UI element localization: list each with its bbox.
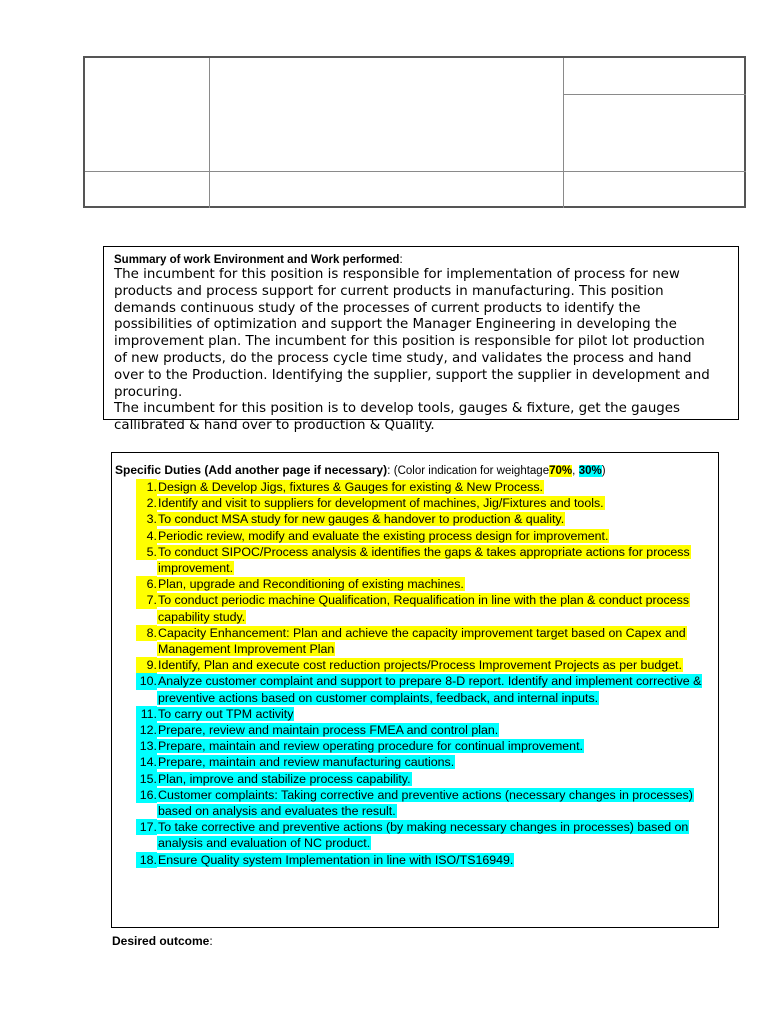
summary-title-text: Summary of work Environment and Work performed — [114, 254, 400, 266]
duty-text — [157, 754, 712, 770]
duty-item — [112, 771, 712, 787]
duty-text-highlight: To conduct MSA study for new gauges & handover to production & quality. — [158, 512, 565, 527]
summary-paragraph: The incumbent for this position is to develop tools, gauges & fixture, get the gauges callibrated & hand over to production & Quality. — [114, 401, 681, 434]
duty-text-highlight: Periodic review, modify and evaluate the existing process design for improvement. — [158, 528, 609, 543]
duty-text — [157, 544, 712, 576]
duty-number: 3. — [136, 511, 157, 527]
duty-text-highlight: To carry out TPM activity — [158, 706, 294, 721]
duty-number: 1. — [136, 479, 157, 495]
duty-number: 7. — [136, 592, 157, 608]
duty-item — [112, 511, 712, 527]
duty-text — [157, 592, 712, 624]
duty-text — [157, 528, 712, 544]
outcome-title: Desired outcome — [112, 934, 210, 948]
duty-number: 4. — [136, 528, 157, 544]
duties-list — [112, 479, 712, 868]
duty-text-highlight: Customer complaints: Taking corrective and preventive actions (necessary changes in processes) based on analysis and evaluates the result. — [158, 787, 693, 819]
duty-number: 17. — [136, 819, 157, 835]
summary-paragraph: The incumbent for this position is responsible for implementation of process for new products and process support for current products in manufacturing. This position demands continuous study of the processes of current products to identify the possibilities of optimization and support the Manager Engineering in developing the improvement plan. The incumbent for this position is responsible for pilot lot production of new products, do the process cycle time study, and validates the process and hand over to the Production. Identifying the supplier, support the supplier in development and procuring. — [114, 267, 710, 400]
duty-number: 18. — [136, 852, 157, 868]
table-divider — [563, 94, 746, 95]
duty-number: 8. — [136, 625, 157, 641]
table-divider — [563, 58, 564, 208]
duty-item — [112, 754, 712, 770]
duties-title-colon: : — [387, 463, 391, 477]
duty-text-highlight: Ensure Quality system Implementation in line with ISO/TS16949. — [158, 852, 514, 867]
duty-text-highlight: To conduct periodic machine Qualification, Requalification in line with the plan & conduct process capability study. — [158, 593, 690, 624]
duty-number: 10. — [136, 673, 157, 689]
summary-title-colon: : — [399, 254, 403, 266]
duty-text — [157, 657, 712, 673]
duty-item — [112, 852, 712, 868]
duty-number: 13. — [136, 738, 157, 754]
duty-number: 14. — [136, 754, 157, 770]
duty-item — [112, 528, 712, 544]
duty-number: 16. — [136, 787, 157, 803]
duty-text — [157, 706, 712, 722]
desired-outcome — [112, 934, 213, 948]
weight-separator: , — [572, 465, 576, 477]
duty-item — [112, 673, 712, 705]
duty-number: 9. — [136, 657, 157, 673]
duty-item — [112, 787, 712, 819]
duty-text — [157, 673, 712, 705]
summary-title — [114, 253, 714, 267]
duty-number: 6. — [136, 576, 157, 592]
table-divider — [85, 171, 746, 172]
duties-title: Specific Duties (Add another page if necessary) — [115, 463, 388, 477]
weight-low-badge: 30% — [578, 465, 602, 477]
duty-text-highlight: To take corrective and preventive actions (by making necessary changes in processes) based on analysis and evaluation of NC product. — [158, 820, 689, 851]
duty-number: 2. — [136, 495, 157, 511]
color-note-close: ) — [601, 465, 606, 477]
duty-text — [157, 787, 712, 819]
duty-item — [112, 495, 712, 511]
duty-text — [157, 625, 712, 657]
duty-text — [157, 722, 712, 738]
outcome-colon: : — [209, 934, 213, 948]
duty-number: 5. — [136, 544, 157, 560]
duty-item — [112, 544, 712, 576]
duty-text-highlight: Identify and visit to suppliers for development of machines, Jig/Fixtures and tools. — [158, 496, 604, 511]
duty-text-highlight: Prepare, maintain and review manufacturing cautions. — [158, 755, 455, 770]
duty-item — [112, 576, 712, 592]
duty-text-highlight: To conduct SIPOC/Process analysis & identifies the gaps & takes appropriate actions for process improvement. — [158, 544, 690, 576]
duty-text — [157, 495, 712, 511]
color-note: (Color indication for weightage — [393, 465, 550, 477]
duty-text — [157, 852, 712, 868]
duty-text — [157, 576, 712, 592]
duty-text — [157, 771, 712, 787]
duty-text-highlight: Prepare, maintain and review operating procedure for continual improvement. — [158, 739, 583, 754]
duty-text-highlight: Plan, upgrade and Reconditioning of existing machines. — [158, 577, 464, 592]
duty-item — [112, 738, 712, 754]
duty-item — [112, 706, 712, 722]
weight-high-badge: 70% — [549, 465, 573, 477]
duties-heading — [115, 462, 606, 479]
duty-text-highlight: Prepare, review and maintain process FMEA and control plan. — [158, 723, 499, 738]
duty-text — [157, 479, 712, 495]
duty-item — [112, 625, 712, 657]
duty-number: 12. — [136, 722, 157, 738]
duty-item — [112, 479, 712, 495]
duty-text — [157, 738, 712, 754]
duty-text-highlight: Plan, improve and stabilize process capability. — [158, 771, 411, 786]
header-table — [83, 56, 746, 208]
duty-text — [157, 819, 712, 851]
table-divider — [209, 58, 210, 208]
duty-text-highlight: Identify, Plan and execute cost reduction projects/Process Improvement Projects as per budget. — [158, 658, 682, 673]
duty-item — [112, 819, 712, 851]
summary-box — [103, 246, 739, 434]
duty-item — [112, 592, 712, 624]
duties-box — [111, 452, 719, 928]
duty-number: 15. — [136, 771, 157, 787]
duty-text-highlight: Design & Develop Jigs, fixtures & Gauges for existing & New Process. — [158, 480, 543, 494]
duty-item — [112, 722, 712, 738]
duty-text-highlight: Capacity Enhancement: Plan and achieve the capacity improvement target based on Capex and Management Improvement Plan — [158, 625, 686, 657]
duty-number: 11. — [136, 706, 157, 722]
duty-text-highlight: Analyze customer complaint and support to prepare 8-D report. Identify and implement corrective & preventive actions based on customer complaints, feedback, and internal inputs. — [158, 674, 702, 705]
duty-text — [157, 511, 712, 527]
duty-item — [112, 657, 712, 673]
